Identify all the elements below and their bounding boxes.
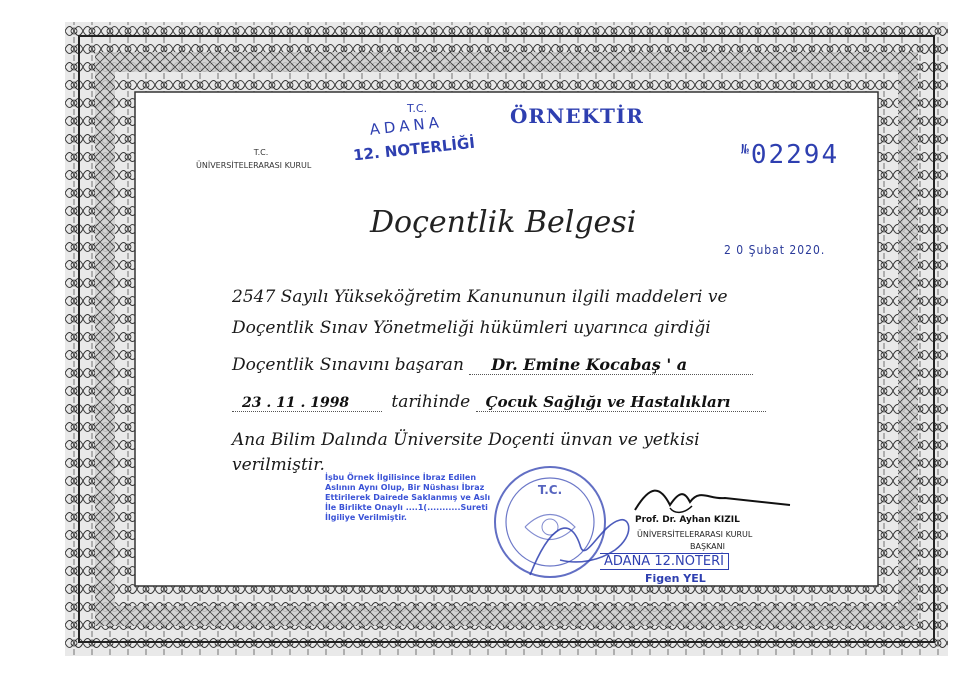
body-line-2: Doçentlik Sınav Yönetmeliği hükümleri uyarınca girdiği: [232, 318, 711, 338]
stamp-noterligi-text: 12. NOTERLİĞİ: [352, 133, 476, 160]
signatory-title-2: BAŞKANI: [690, 542, 725, 551]
seal-tc-text: T.C.: [537, 483, 563, 497]
body-line-5: Ana Bilim Dalında Üniversite Doçenti ünvan ve yetkisi: [232, 430, 700, 450]
adana-stamp-icon: [345, 100, 495, 160]
exam-date: 23 . 11 . 1998: [232, 395, 382, 412]
stamp-tc-text: T.C.: [407, 102, 428, 115]
notary-certification-note: [325, 473, 490, 523]
notary-office-stamp: ADANA 12.NOTERİ: [600, 553, 729, 570]
document-title: Doçentlik Belgesi: [370, 205, 637, 240]
note-line-3: Ettirilerek Dairede Saklanmış ve Aslı: [325, 493, 491, 502]
signatory-name: Prof. Dr. Ayhan KIZIL: [635, 515, 740, 525]
body-line-6: verilmiştir.: [232, 455, 325, 475]
notary-copy-stamp: [345, 100, 495, 160]
issuer-tc: T.C.: [253, 148, 269, 157]
note-line-5: İlgiliye Verilmiştir.: [325, 513, 407, 522]
body-line-4: [232, 392, 766, 412]
body-line-3: [232, 355, 753, 375]
note-line-2: Aslının Aynı Olup, Bir Nüshası İbraz: [325, 483, 485, 492]
note-line-1: İşbu Örnek İlgilisince İbraz Edilen: [325, 473, 477, 482]
ornektir-stamp: ÖRNEKTİR: [510, 104, 644, 128]
serial-value: 02294: [750, 140, 840, 170]
issuer-name: ÜNİVERSİTELERARASI KURUL: [196, 161, 312, 170]
specialty-field: Çocuk Sağlığı ve Hastalıkları: [476, 393, 766, 412]
serial-prefix: №: [741, 142, 751, 158]
note-line-4: İle Birlikte Onaylı ....1(...........Sureti: [325, 503, 488, 512]
signature-icon: [630, 480, 800, 520]
notary-signature-icon: [520, 505, 640, 585]
body-line-1: 2547 Sayılı Yükseköğretim Kanununun ilgili maddeleri ve: [232, 287, 728, 307]
body-line-3-prefix: Doçentlik Sınavını başaran: [232, 355, 464, 375]
date-stamp: 2 0 Şubat 2020.: [724, 243, 826, 257]
stamp-adana-text: ADANA: [368, 113, 444, 139]
notary-name: Figen YEL: [645, 572, 706, 585]
signatory-title-1: ÜNİVERSİTELERARASI KURUL: [637, 530, 753, 539]
recipient-name: Dr. Emine Kocabaş ' a: [469, 355, 753, 375]
body-line-4-mid: tarihinde: [391, 392, 471, 412]
serial-number: [741, 140, 839, 170]
